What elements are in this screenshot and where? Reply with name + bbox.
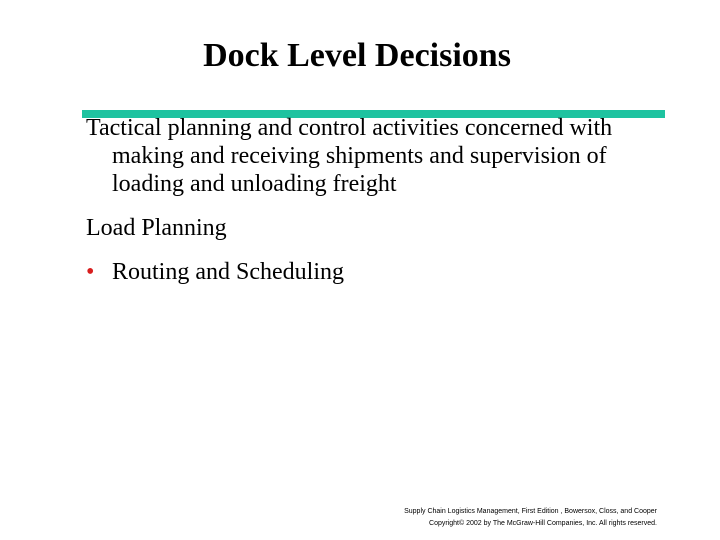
slide-title: Dock Level Decisions	[203, 37, 511, 74]
bullet-icon: •	[86, 259, 95, 285]
footer-line-1: Supply Chain Logistics Management, First Edition , Bowersox, Closs, and Cooper	[404, 508, 657, 515]
bullet-item-1	[86, 258, 676, 286]
copyright-footer	[330, 506, 657, 530]
slide-body	[86, 114, 676, 286]
body-paragraph-2: Load Planning	[86, 215, 227, 241]
footer-line-2: Copyright© 2002 by The McGraw-Hill Companies, Inc. All rights reserved.	[429, 520, 657, 527]
body-paragraph-1: Tactical planning and control activities concerned with making and receiving shipments and supervision of loading and unloading freight	[86, 115, 613, 197]
bullet-item-1-text: Routing and Scheduling	[112, 259, 344, 285]
